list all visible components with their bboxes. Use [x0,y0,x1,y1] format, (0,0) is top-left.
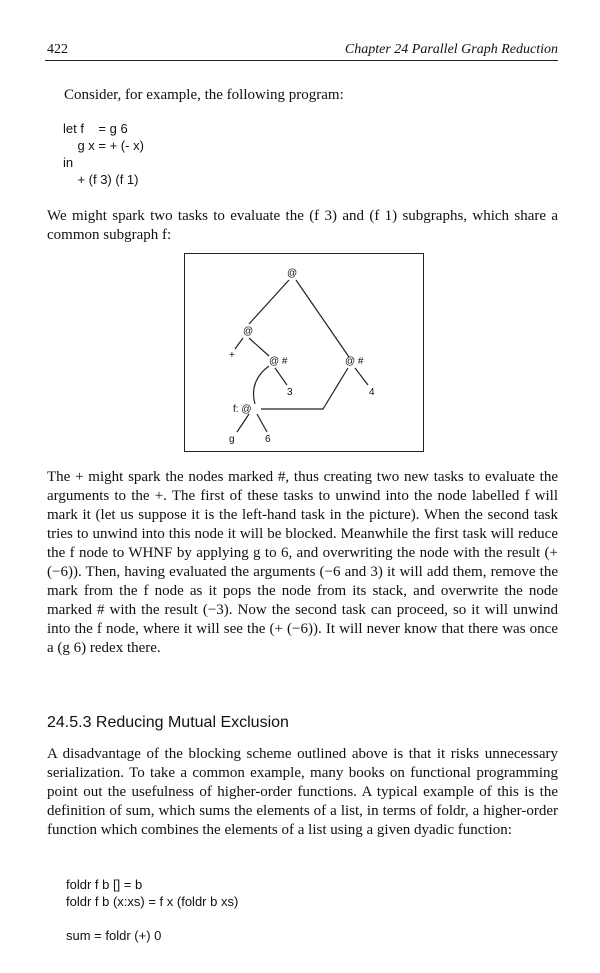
edge-root-right [296,280,349,357]
node-root: @ [287,268,298,279]
graph-figure [184,253,424,452]
node-three: 3 [287,387,293,398]
running-head: Chapter 24 Parallel Graph Reduction [344,42,558,57]
edge-f-g [237,414,249,432]
paragraph-explanation: The + might spark the nodes marked #, thus creating two new tasks to evaluate the arguments to the +. The first of these tasks to unwind into the node labelled f will mark it (let us suppose it is the left-hand task in the picture). When the second task tries to unwind into this node it will be blocked. Meanwhile the first task will reduce the f node to WHNF by applying g to 6, and overwriting the node with the result (+ (−6)). Then, having evaluated the arguments (−6 and 3) it will add them, remove the mark from the f node as it pops the node from its stack, and overwrite the node marked # with the result (−3). Now the second task can proceed, so it will unwind into the f node, where it will see the (+ (−6)). It will never know that there was once a (g 6) redex there. [47,469,558,656]
paragraph-spark-tasks: We might spark two tasks to evaluate the (f 3) and (f 1) subgraphs, which share a common subgraph f: [47,208,558,243]
paragraph-mutual-exclusion: A disadvantage of the blocking scheme outlined above is that it risks unnecessary serialization. To take a common example, many books on functional programming point out the usefulness of higher-order functions. A typical example of this is the definition of sum, which sums the elements of a list, in terms of foldr, a higher-order function which combines the elements of a list using a given dyadic function: [47,746,558,838]
section-heading: 24.5.3 Reducing Mutual Exclusion [47,714,289,731]
node-g: g [229,434,235,445]
program-listing-1: let f = g 6 g x = + (- x) in + (f 3) (f 1) [63,121,144,187]
node-six: 6 [265,434,271,445]
edge-f3-three [275,368,287,385]
program-listing-2: foldr f b [] = b foldr f b (x:xs) = f x (foldr b xs) sum = foldr (+) 0 [66,877,239,943]
edge-root-left [249,280,289,324]
edge-f-six [257,414,267,432]
node-four: 4 [369,387,375,398]
edge-left-plus [235,338,243,349]
graph-diagram [185,254,425,453]
node-app-f1: @ # [345,356,364,367]
header-rule [45,60,558,61]
node-app-f3: @ # [269,356,288,367]
edge-f1-f [261,368,348,409]
node-left-app: @ [243,326,254,337]
page-number: 422 [47,42,68,57]
node-plus: + [229,350,235,361]
edge-f1-four [355,368,368,385]
intro-text: Consider, for example, the following program: [64,87,344,103]
node-f: f: @ [233,404,252,415]
edge-f3-f [254,366,269,404]
edge-left-f3 [249,338,269,356]
